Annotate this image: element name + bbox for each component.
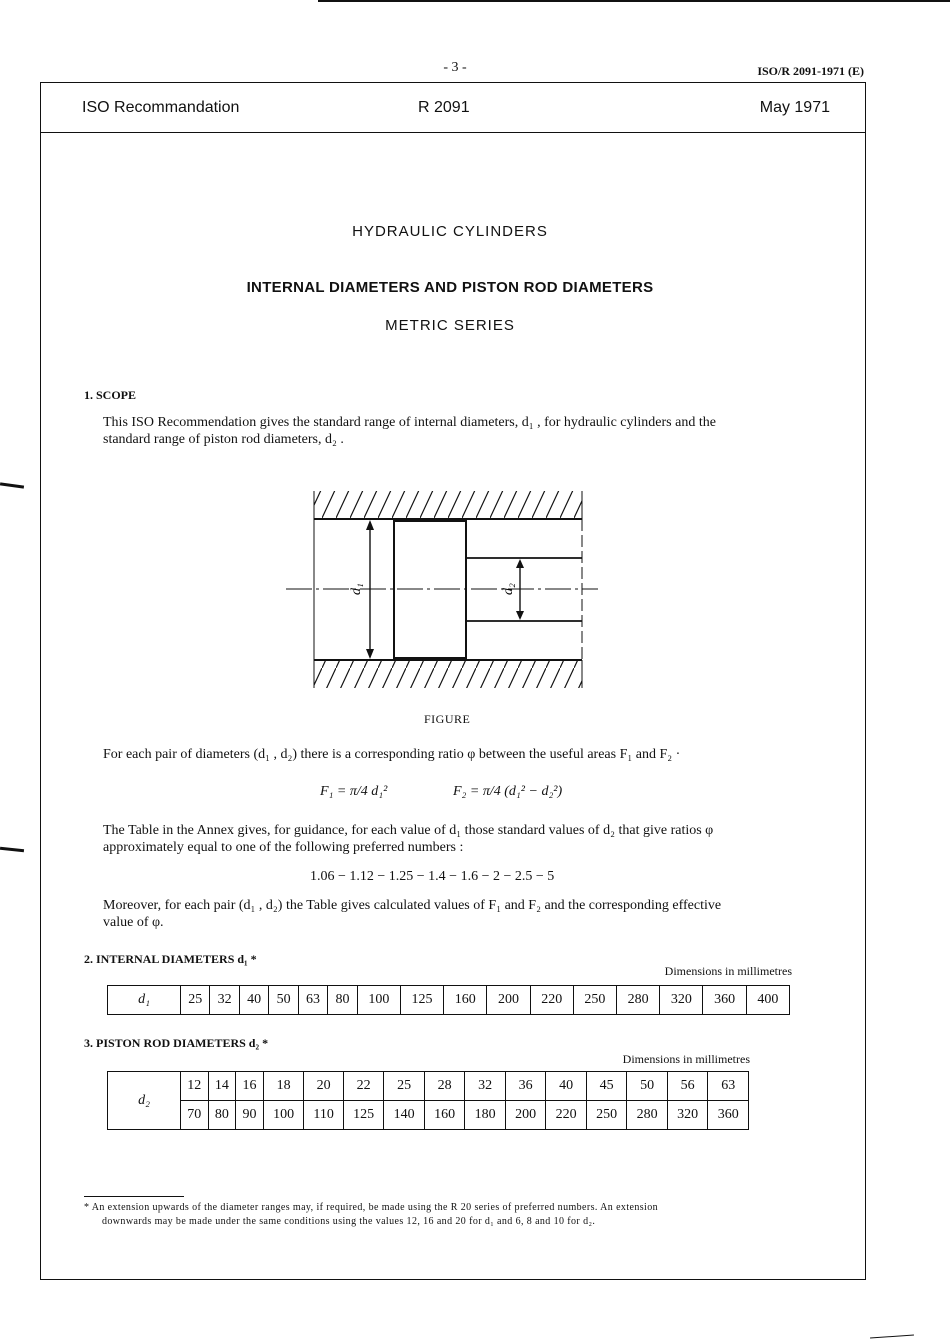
label-d1: d₁ [349,583,364,595]
doc-reference: ISO/R 2091-1971 (E) [757,64,864,78]
internal-diameters-table [107,985,790,1015]
rod-heading: 3. PISTON ROD DIAMETERS d₂ * [84,1036,269,1050]
formula-f2: F₂ = π/4 (d₁² − d₂²) [453,784,563,799]
d1-cell: 280 [617,986,660,1015]
d1-cell: 250 [573,986,616,1015]
scope-heading: 1. SCOPE [84,388,137,402]
d1-cell: 40 [239,986,268,1015]
d1-cell: 25 [181,986,210,1015]
d1-cell: 200 [487,986,530,1015]
d2-cell: 180 [465,1101,506,1130]
d2-cell: 100 [263,1101,304,1130]
d1-cell: 160 [444,986,487,1015]
d2-cell: 25 [384,1072,425,1101]
figure-caption: FIGURE [424,712,471,726]
moreover-line-2: value of φ. [103,915,164,930]
d1-cell: 220 [530,986,573,1015]
d2-cell: 200 [505,1101,546,1130]
title-metric-series: METRIC SERIES [385,317,515,334]
d2-cell: 45 [586,1072,627,1101]
d2-cell: 28 [424,1072,465,1101]
d2-cell: 22 [343,1072,384,1101]
d2-cell: 140 [384,1101,425,1130]
footnote-line-1: * An extension upwards of the diameter ranges may, if required, be made using the R 20 series of preferred numbers. An extension [84,1202,659,1213]
d2-cell: 220 [546,1101,587,1130]
top-rule [318,0,950,2]
table-text-line-1: The Table in the Annex gives, for guidance, for each value of d₁ those standard values of d₂ that give ratios φ [103,823,714,838]
header-right: May 1971 [759,99,830,116]
cylinder-figure [280,488,610,696]
d2-cell: 18 [263,1072,304,1101]
d2-cell: 32 [465,1072,506,1101]
table-text-line-2: approximately equal to one of the following preferred numbers : [103,840,464,855]
d2-cell: 36 [505,1072,546,1101]
d2-cell: 50 [627,1072,668,1101]
d2-cell: 320 [667,1101,708,1130]
d1-cell: 80 [328,986,357,1015]
title-hydraulic-cylinders: HYDRAULIC CYLINDERS [352,223,548,240]
internal-units: Dimensions in millimetres [664,964,792,978]
header-center: R 2091 [418,99,470,116]
margin-mark [0,482,24,488]
header-divider [40,132,866,133]
d2-cell: 20 [304,1072,344,1101]
footnote-rule [84,1196,184,1197]
scope-line-1: This ISO Recommendation gives the standard range of internal diameters, d₁ , for hydraulic cylinders and the [103,415,716,430]
preferred-numbers: 1.06 − 1.12 − 1.25 − 1.4 − 1.6 − 2 − 2.5 − 5 [310,869,555,884]
table-row [108,986,790,1015]
d2-cell: 280 [627,1101,668,1130]
ratio-text: For each pair of diameters (d₁ , d₂) there is a corresponding ratio φ between the useful areas F₁ and F₂ · [103,747,681,762]
margin-mark [870,1334,914,1338]
label-d2: d₂ [501,583,516,595]
d1-cell: 50 [269,986,298,1015]
d2-cell: 70 [181,1101,209,1130]
rod-units: Dimensions in millimetres [622,1052,750,1066]
internal-label: d₁ [108,986,181,1015]
d2-cell: 14 [208,1072,236,1101]
internal-heading: 2. INTERNAL DIAMETERS d₁ * [84,952,257,966]
table-row [108,1072,749,1101]
d1-cell: 400 [746,986,789,1015]
d1-cell: 63 [298,986,327,1015]
d2-cell: 250 [586,1101,627,1130]
rod-label: d₂ [108,1072,181,1130]
page-number: - 3 - [443,60,467,75]
scope-line-2: standard range of piston rod diameters, d₂ . [103,432,344,447]
header-left: ISO Recommandation [82,99,240,116]
formula-f1: F₁ = π/4 d₁² [320,784,388,799]
d2-cell: 16 [236,1072,264,1101]
d2-cell: 90 [236,1101,264,1130]
d2-cell: 12 [181,1072,209,1101]
d2-cell: 40 [546,1072,587,1101]
piston-rod-table [107,1071,749,1130]
d1-cell: 100 [357,986,400,1015]
d2-cell: 80 [208,1101,236,1130]
d2-cell: 110 [304,1101,344,1130]
d2-cell: 63 [708,1072,749,1101]
table-row [108,1101,749,1130]
margin-mark [0,847,24,852]
d1-cell: 125 [400,986,443,1015]
title-internal-diameters: INTERNAL DIAMETERS AND PISTON ROD DIAMETERS [246,279,654,296]
d2-cell: 160 [424,1101,465,1130]
footnote-line-2: downwards may be made under the same conditions using the values 12, 16 and 20 for d₁ and 6, 8 and 10 for d₂. [102,1216,596,1227]
d2-cell: 125 [343,1101,384,1130]
d1-cell: 32 [210,986,239,1015]
d1-cell: 360 [703,986,746,1015]
d1-cell: 320 [660,986,703,1015]
d2-cell: 360 [708,1101,749,1130]
d2-cell: 56 [667,1072,708,1101]
moreover-line-1: Moreover, for each pair (d₁ , d₂) the Table gives calculated values of F₁ and F₂ and the corresponding effective [103,898,722,913]
